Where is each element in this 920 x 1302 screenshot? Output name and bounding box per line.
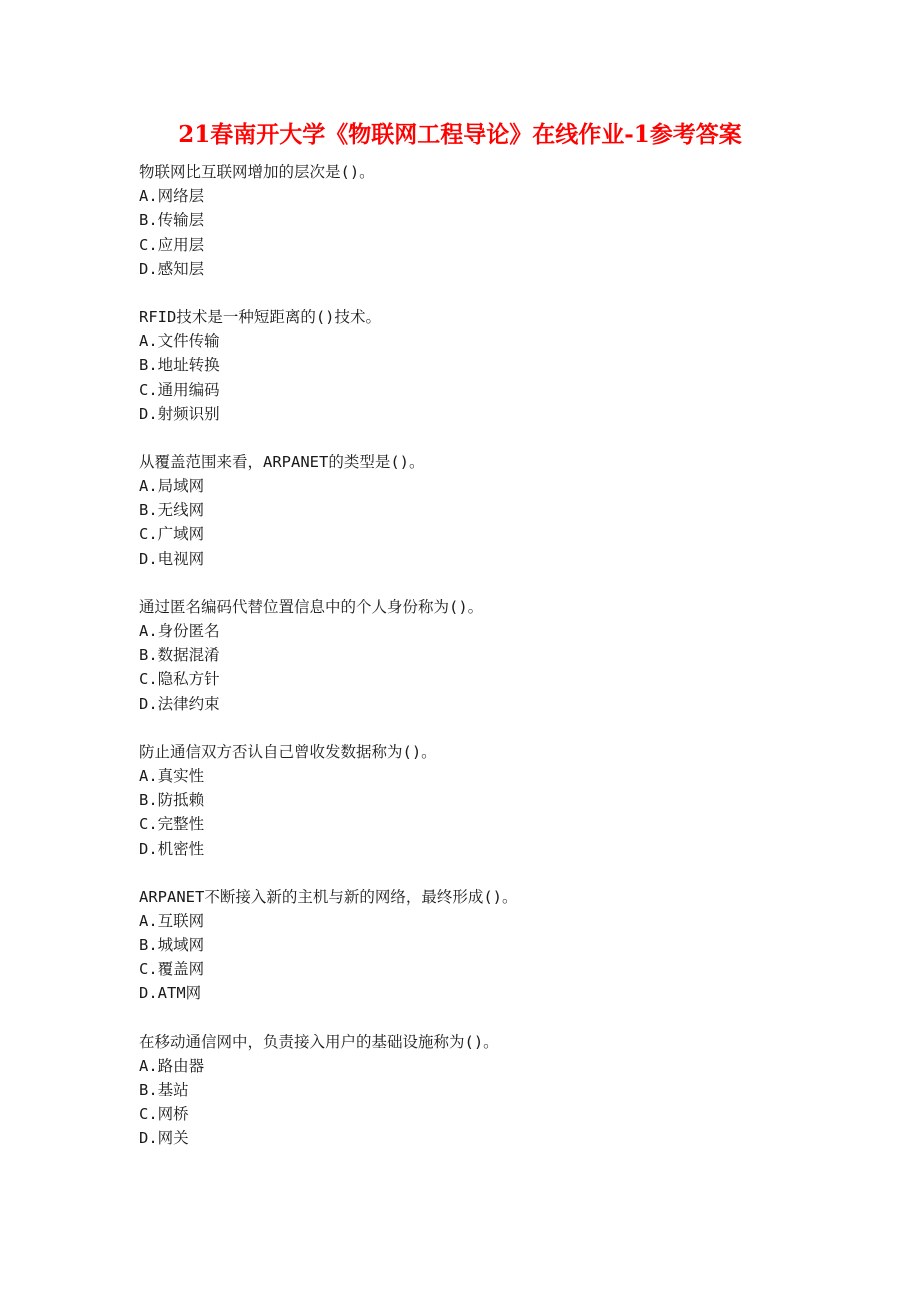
question-stem: RFID技术是一种短距离的()技术。 [139,307,381,326]
question-stem: 物联网比互联网增加的层次是()。 [139,163,375,181]
option-d: D.电视网 [139,549,205,568]
option-b: B.数据混淆 [139,646,220,665]
option-a: A.网络层 [139,187,205,206]
option-c: C.广域网 [139,525,205,544]
option-b: B.地址转换 [139,356,220,375]
question-7 [139,1030,859,1151]
option-a: A.文件传输 [139,332,220,351]
question-1 [139,160,859,281]
question-6 [139,885,859,1006]
option-c: C.应用层 [139,235,205,254]
option-b: B.无线网 [139,501,205,520]
question-stem: 在移动通信网中，负责接入用户的基础设施称为()。 [139,1032,499,1051]
option-a: A.路由器 [139,1056,205,1075]
option-a: A.互联网 [139,911,205,930]
option-b: B.基站 [139,1081,189,1099]
option-c: C.覆盖网 [139,960,205,979]
option-d: D.ATM网 [139,984,202,1003]
option-b: B.防抵赖 [139,791,205,810]
option-c: C.网桥 [139,1105,189,1124]
option-b: B.传输层 [139,211,205,230]
option-c: C.隐私方针 [139,670,220,689]
question-stem: 从覆盖范围来看，ARPANET的类型是()。 [139,452,425,471]
question-5 [139,740,859,861]
question-list [139,160,859,1175]
option-d: D.射频识别 [139,404,220,423]
question-2 [139,305,859,426]
question-4 [139,595,859,716]
option-a: A.真实性 [139,766,205,785]
option-b: B.城域网 [139,936,205,955]
option-d: D.机密性 [139,839,205,858]
option-d: D.法律约束 [139,694,220,713]
option-d: D.网关 [139,1129,189,1148]
question-stem: 防止通信双方否认自己曾收发数据称为()。 [139,742,437,761]
question-stem: ARPANET不断接入新的主机与新的网络，最终形成()。 [139,887,518,906]
question-stem: 通过匿名编码代替位置信息中的个人身份称为()。 [139,597,484,616]
option-a: A.局域网 [139,477,205,496]
option-d: D.感知层 [139,259,205,278]
option-a: A.身份匿名 [139,622,220,640]
document-title: 21春南开大学《物联网工程导论》在线作业-1参考答案 [178,121,742,148]
option-c: C.完整性 [139,815,205,834]
option-c: C.通用编码 [139,380,220,399]
question-3 [139,450,859,571]
